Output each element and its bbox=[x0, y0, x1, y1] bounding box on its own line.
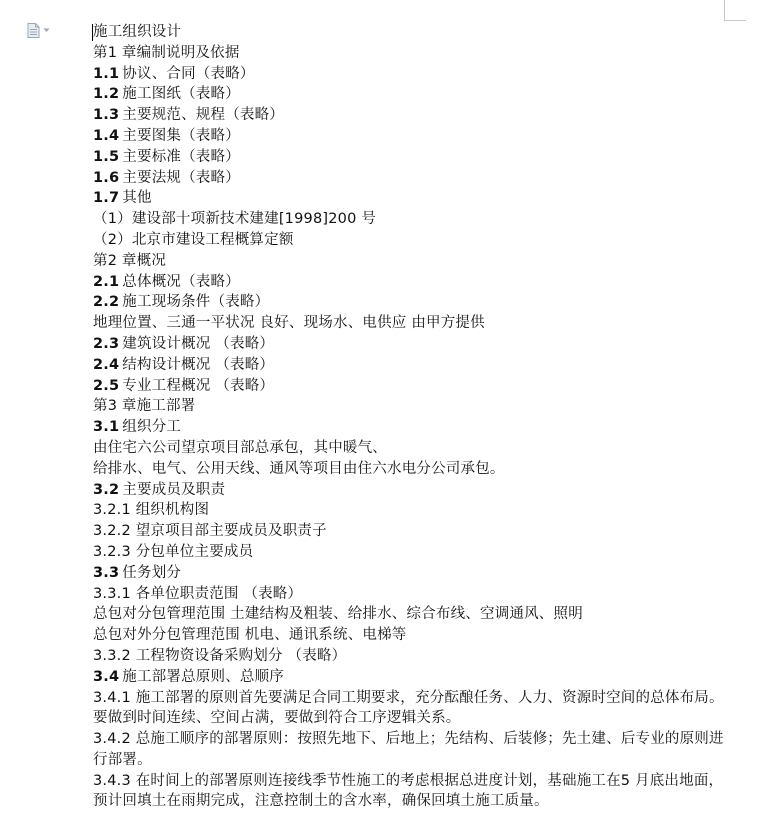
section-heading: 1.5 主要标准（表略） bbox=[93, 148, 240, 165]
body-paragraph: 3.4.2 总施工顺序的部署原则：按照先地下、后地上；先结构、后装修；先土建、后专业的原则进行部署。 bbox=[93, 731, 724, 768]
section-heading: 3.1 组织分工 bbox=[93, 419, 182, 436]
section-heading: 2.2 施工现场条件（表略） bbox=[93, 294, 270, 311]
body-paragraph: 3.4.3 在时间上的部署原则连接线季节性施工的考虑根据总进度计划，基础施工在5 月底出地面，预计回填土在雨期完成，注意控制土的含水率，确保回填土施工质量。 bbox=[93, 772, 724, 810]
body-paragraph: 3.4.1 施工部署的原则首先要满足合同工期要求，充分酝酿任务、人力、资源时空间的总体布局。要做到时间连续、空间占满，要做到符合工序逻辑关系。 bbox=[93, 689, 724, 727]
body-text: 由住宅六公司望京项目部总承包，其中暖气、 bbox=[93, 439, 387, 456]
section-heading: 3.3 任务划分 bbox=[93, 564, 182, 581]
subsection-heading: 3.2.1 组织机构图 bbox=[93, 502, 210, 519]
page-corner-mark bbox=[724, 0, 725, 20]
body-text: 地理位置、三通一平状况 良好、现场水、电供应 由甲方提供 bbox=[93, 315, 485, 332]
section-heading: 3.2 主要成员及职责 bbox=[93, 481, 226, 498]
body-text: 总包对分包管理范围 土建结构及粗装、给排水、综合布线、空调通风、照明 bbox=[93, 606, 583, 623]
paste-options-control[interactable] bbox=[27, 23, 50, 38]
list-item: （2）北京市建设工程概算定额 bbox=[93, 231, 294, 248]
body-text: 总包对外分包管理范围 机电、通讯系统、电梯等 bbox=[93, 627, 407, 644]
section-heading: 2.1 总体概况（表略） bbox=[93, 273, 240, 290]
chapter-heading: 第2 章概况 bbox=[93, 252, 167, 269]
chevron-down-icon[interactable] bbox=[43, 28, 50, 33]
document-icon[interactable] bbox=[27, 23, 40, 38]
body-text: 给排水、电气、公用天线、通风等项目由住六水电分公司承包。 bbox=[93, 460, 505, 477]
section-heading: 2.3 建筑设计概况 （表略） bbox=[93, 335, 275, 352]
section-heading: 2.4 结构设计概况 （表略） bbox=[93, 356, 275, 373]
section-heading: 3.4 施工部署总原则、总顺序 bbox=[93, 668, 284, 685]
page-corner-mark bbox=[724, 20, 746, 21]
section-heading: 1.3 主要规范、规程（表略） bbox=[93, 107, 284, 124]
chapter-heading: 第1 章编制说明及依据 bbox=[93, 44, 240, 61]
document-title: 施工组织设计 bbox=[93, 24, 182, 40]
section-heading: 1.6 主要法规（表略） bbox=[93, 169, 240, 186]
section-heading: 1.7 其他 bbox=[93, 190, 152, 207]
subsection-heading: 3.3.2 工程物资设备采购划分 （表略） bbox=[93, 647, 347, 664]
chapter-heading: 第3 章施工部署 bbox=[93, 398, 196, 415]
subsection-heading: 3.2.3 分包单位主要成员 bbox=[93, 543, 254, 560]
document-body[interactable] bbox=[93, 22, 733, 812]
subsection-heading: 3.2.2 望京项目部主要成员及职责子 bbox=[93, 523, 327, 540]
list-item: （1）建设部十项新技术建建[1998]200 号 bbox=[93, 211, 377, 228]
section-heading: 1.1 协议、合同（表略） bbox=[93, 65, 255, 82]
section-heading: 1.4 主要图集（表略） bbox=[93, 127, 240, 144]
subsection-heading: 3.3.1 各单位职责范围 （表略） bbox=[93, 585, 303, 602]
section-heading: 2.5 专业工程概况 （表略） bbox=[93, 377, 275, 394]
section-heading: 1.2 施工图纸（表略） bbox=[93, 86, 240, 103]
